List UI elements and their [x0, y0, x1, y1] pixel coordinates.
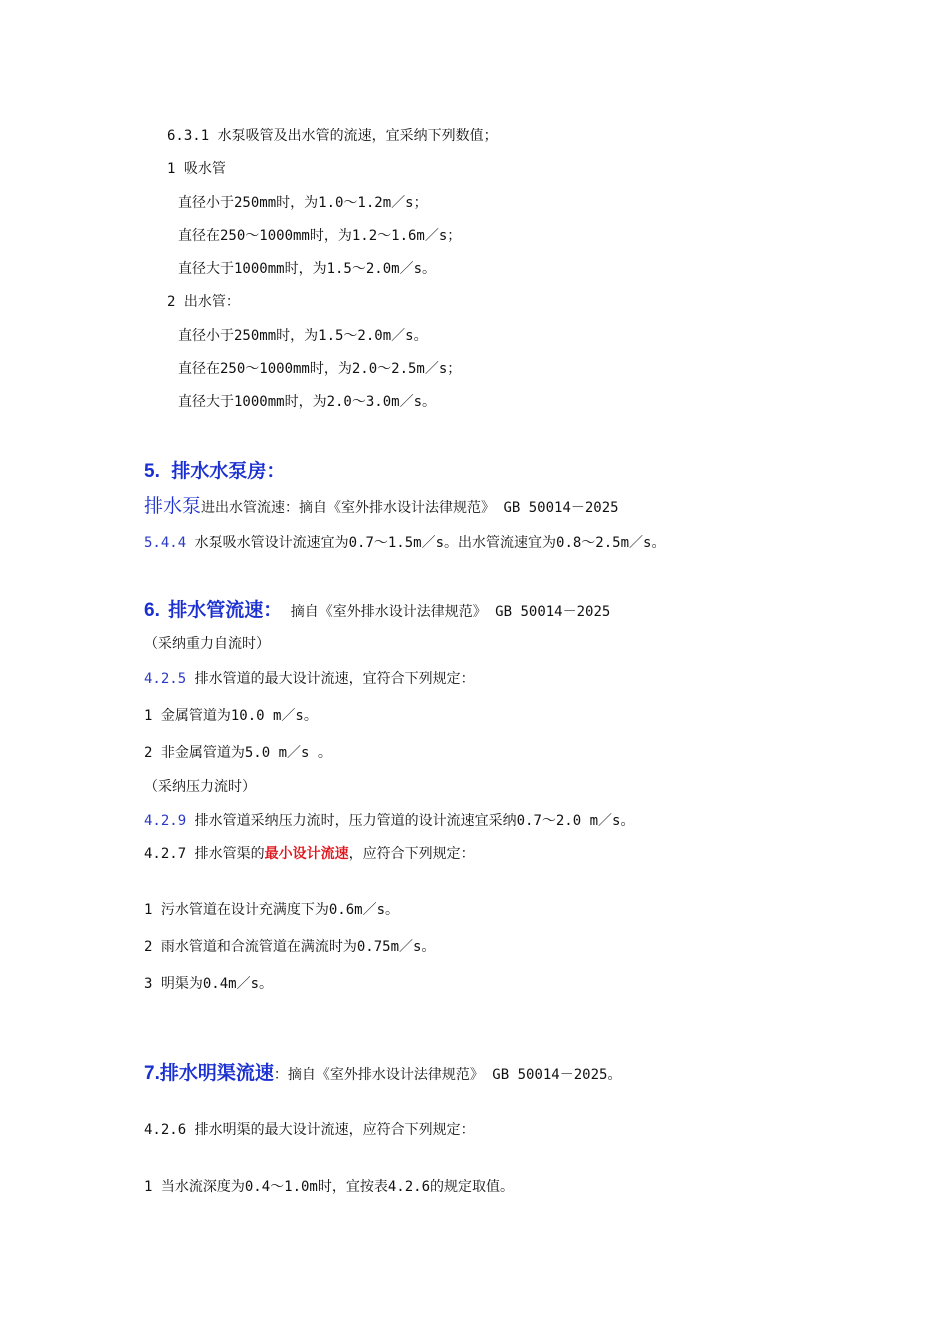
clause-427-highlight: 最小设计流速	[264, 846, 349, 862]
suction-line-1: 直径小于250mm时，为1.0～1.2m／s；	[178, 195, 428, 211]
clause-425-text: 排水管道的最大设计流速，宜符合下列规定：	[186, 671, 475, 687]
section-7-heading	[144, 1060, 621, 1087]
section-6-number: 6.	[144, 600, 160, 621]
clause-429-text: 排水管道采纳压力流时，压力管道的设计流速宜采纳0.7～2.0 m／s。	[186, 813, 635, 829]
section-6-heading	[144, 597, 610, 624]
outlet-line-2: 直径在250～1000mm时，为2.0～2.5m／s；	[178, 361, 462, 377]
section-7-number: 7.	[144, 1063, 160, 1084]
outlet-pipe-label: 2 出水管：	[167, 294, 240, 310]
section-5-title: 排水水泵房：	[171, 460, 286, 482]
outlet-line-1: 直径小于250mm时，为1.5～2.0m／s。	[178, 328, 428, 344]
clause-631-title: 6.3.1 水泵吸管及出水管的流速，宜采纳下列数值；	[167, 128, 498, 144]
min-velocity-item-2: 2 雨水管道和合流管道在满流时为0.75m／s。	[144, 939, 436, 955]
clause-544	[144, 533, 665, 553]
clause-429	[144, 811, 634, 831]
section-5-number: 5.	[144, 461, 160, 482]
clause-427-post: ，应符合下列规定：	[348, 846, 475, 862]
section-7-title: 排水明渠流速	[159, 1062, 274, 1084]
section-5-source	[144, 496, 619, 518]
section-6-title: 排水管流速：	[168, 599, 283, 621]
pressure-flow-note: （采纳压力流时）	[144, 779, 256, 795]
section-7-source: ：摘自《室外排水设计法律规范》 GB 50014－2025。	[273, 1067, 622, 1083]
clause-429-number: 4.2.9	[144, 813, 187, 829]
min-velocity-item-3: 3 明渠为0.4m／s。	[144, 976, 274, 992]
section-5-heading	[144, 458, 285, 485]
clause-426: 4.2.6 排水明渠的最大设计流速，应符合下列规定：	[144, 1122, 475, 1138]
min-velocity-item-1: 1 污水管道在设计充满度下为0.6m／s。	[144, 902, 400, 918]
clause-427-pre: 4.2.7 排水管渠的	[144, 846, 265, 862]
section-5-source-text: 进出水管流速：摘自《室外排水设计法律规范》 GB 50014－2025	[201, 500, 619, 516]
metal-pipe-item: 1 金属管道为10.0 m／s。	[144, 708, 318, 724]
suction-line-2: 直径在250～1000mm时，为1.2～1.6m／s；	[178, 228, 462, 244]
outlet-line-3: 直径大于1000mm时，为2.0～3.0m／s。	[178, 394, 437, 410]
clause-426-item-1: 1 当水流深度为0.4～1.0m时，宜按表4.2.6的规定取值。	[144, 1179, 515, 1195]
nonmetal-pipe-item: 2 非金属管道为5.0 m／s 。	[144, 745, 332, 761]
clause-544-number: 5.4.4	[144, 535, 187, 551]
section-6-source: 摘自《室外排水设计法律规范》 GB 50014－2025	[290, 604, 611, 620]
suction-pipe-label: 1 吸水管	[167, 161, 226, 177]
section-5-source-lead: 排水泵	[144, 495, 202, 517]
clause-427	[144, 844, 475, 864]
clause-425-number: 4.2.5	[144, 671, 187, 687]
clause-544-text: 水泵吸水管设计流速宜为0.7～1.5m／s。出水管流速宜为0.8～2.5m／s。	[186, 535, 666, 551]
suction-line-3: 直径大于1000mm时，为1.5～2.0m／s。	[178, 261, 437, 277]
clause-425	[144, 669, 475, 689]
gravity-flow-note: （采纳重力自流时）	[144, 636, 270, 652]
